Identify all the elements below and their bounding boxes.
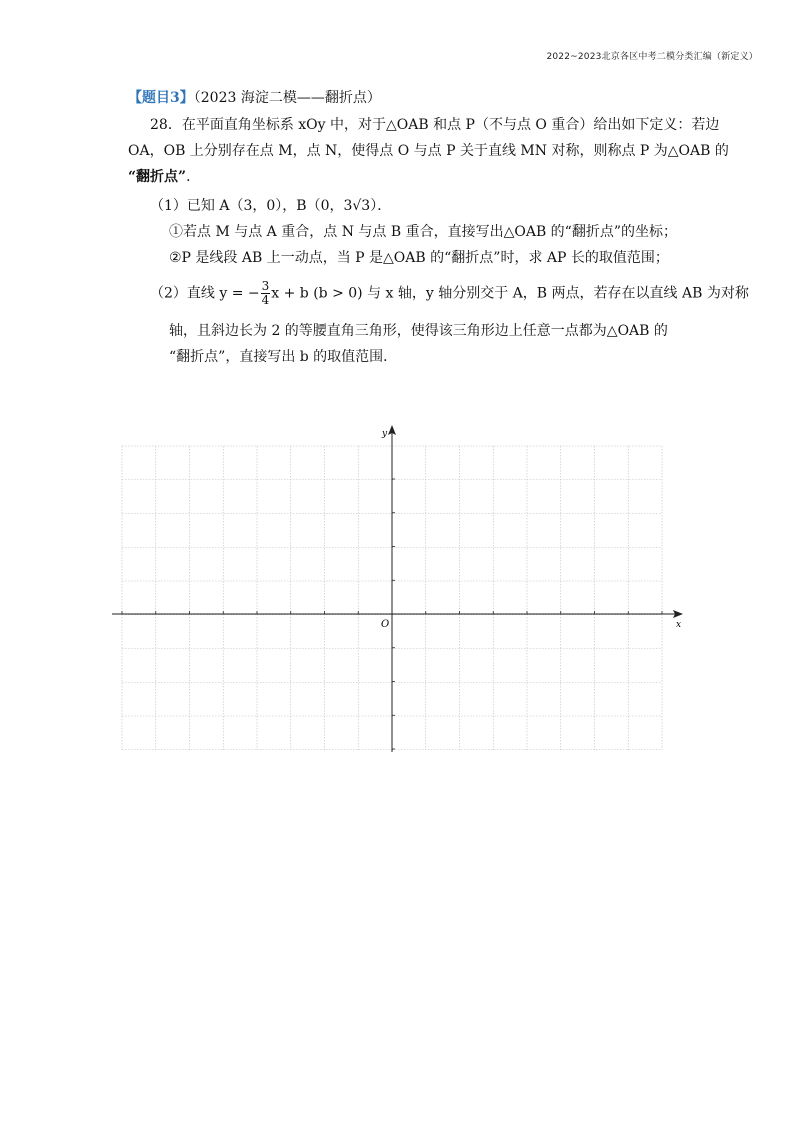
part2-eq-rest: x + b (b > 0) 与 x 轴，y 轴分别交于 A，B 两点，若存在以直线 AB 为对称 <box>271 285 749 302</box>
y-axis-label: y <box>382 429 388 439</box>
origin-label: O <box>381 619 390 630</box>
x-axis-label: x <box>676 620 682 630</box>
part1-question-1: ①若点 M 与点 A 重合，点 N 与点 B 重合，直接写出△OAB 的“翻折点”的坐标； <box>169 224 677 240</box>
part1-question-2: ②P 是线段 AB 上一动点，当 P 是△OAB 的“翻折点”时，求 AP 长的取值范围； <box>169 250 669 266</box>
part1-heading: （1）已知 A（3，0），B（0，3√3）． <box>150 198 392 214</box>
page-header: 2022~2023北京各区中考二模分类汇编（新定义） <box>546 52 758 62</box>
intro-text-1: 在平面直角坐标系 xOy 中，对于△OAB 和点 P（不与点 O 重合）给出如下定义：若边 <box>181 117 720 133</box>
definition-end: ． <box>186 169 201 185</box>
fraction-numerator: 3 <box>261 279 270 293</box>
problem-tag: 【题目3】 <box>128 90 194 106</box>
problem-source: （2023 海淀二模——翻折点） <box>193 90 381 106</box>
part2-eq-start: （2）直线 y = − <box>150 285 260 302</box>
part2-line-2: 轴，且斜边长为 2 的等腰直角三角形，使得该三角形边上任意一点都为△OAB 的 <box>169 323 668 339</box>
intro-line-2: OA，OB 上分别存在点 M，点 N，使得点 O 与点 P 关于直线 MN 对称，则称点 P 为△OAB 的 <box>128 143 729 159</box>
fraction-denominator: 4 <box>261 293 270 307</box>
definition-term: “翻折点” <box>128 169 187 185</box>
problem-number: 28． <box>150 117 182 133</box>
part2-line-3: “翻折点”，直接写出 b 的取值范围． <box>169 349 398 365</box>
